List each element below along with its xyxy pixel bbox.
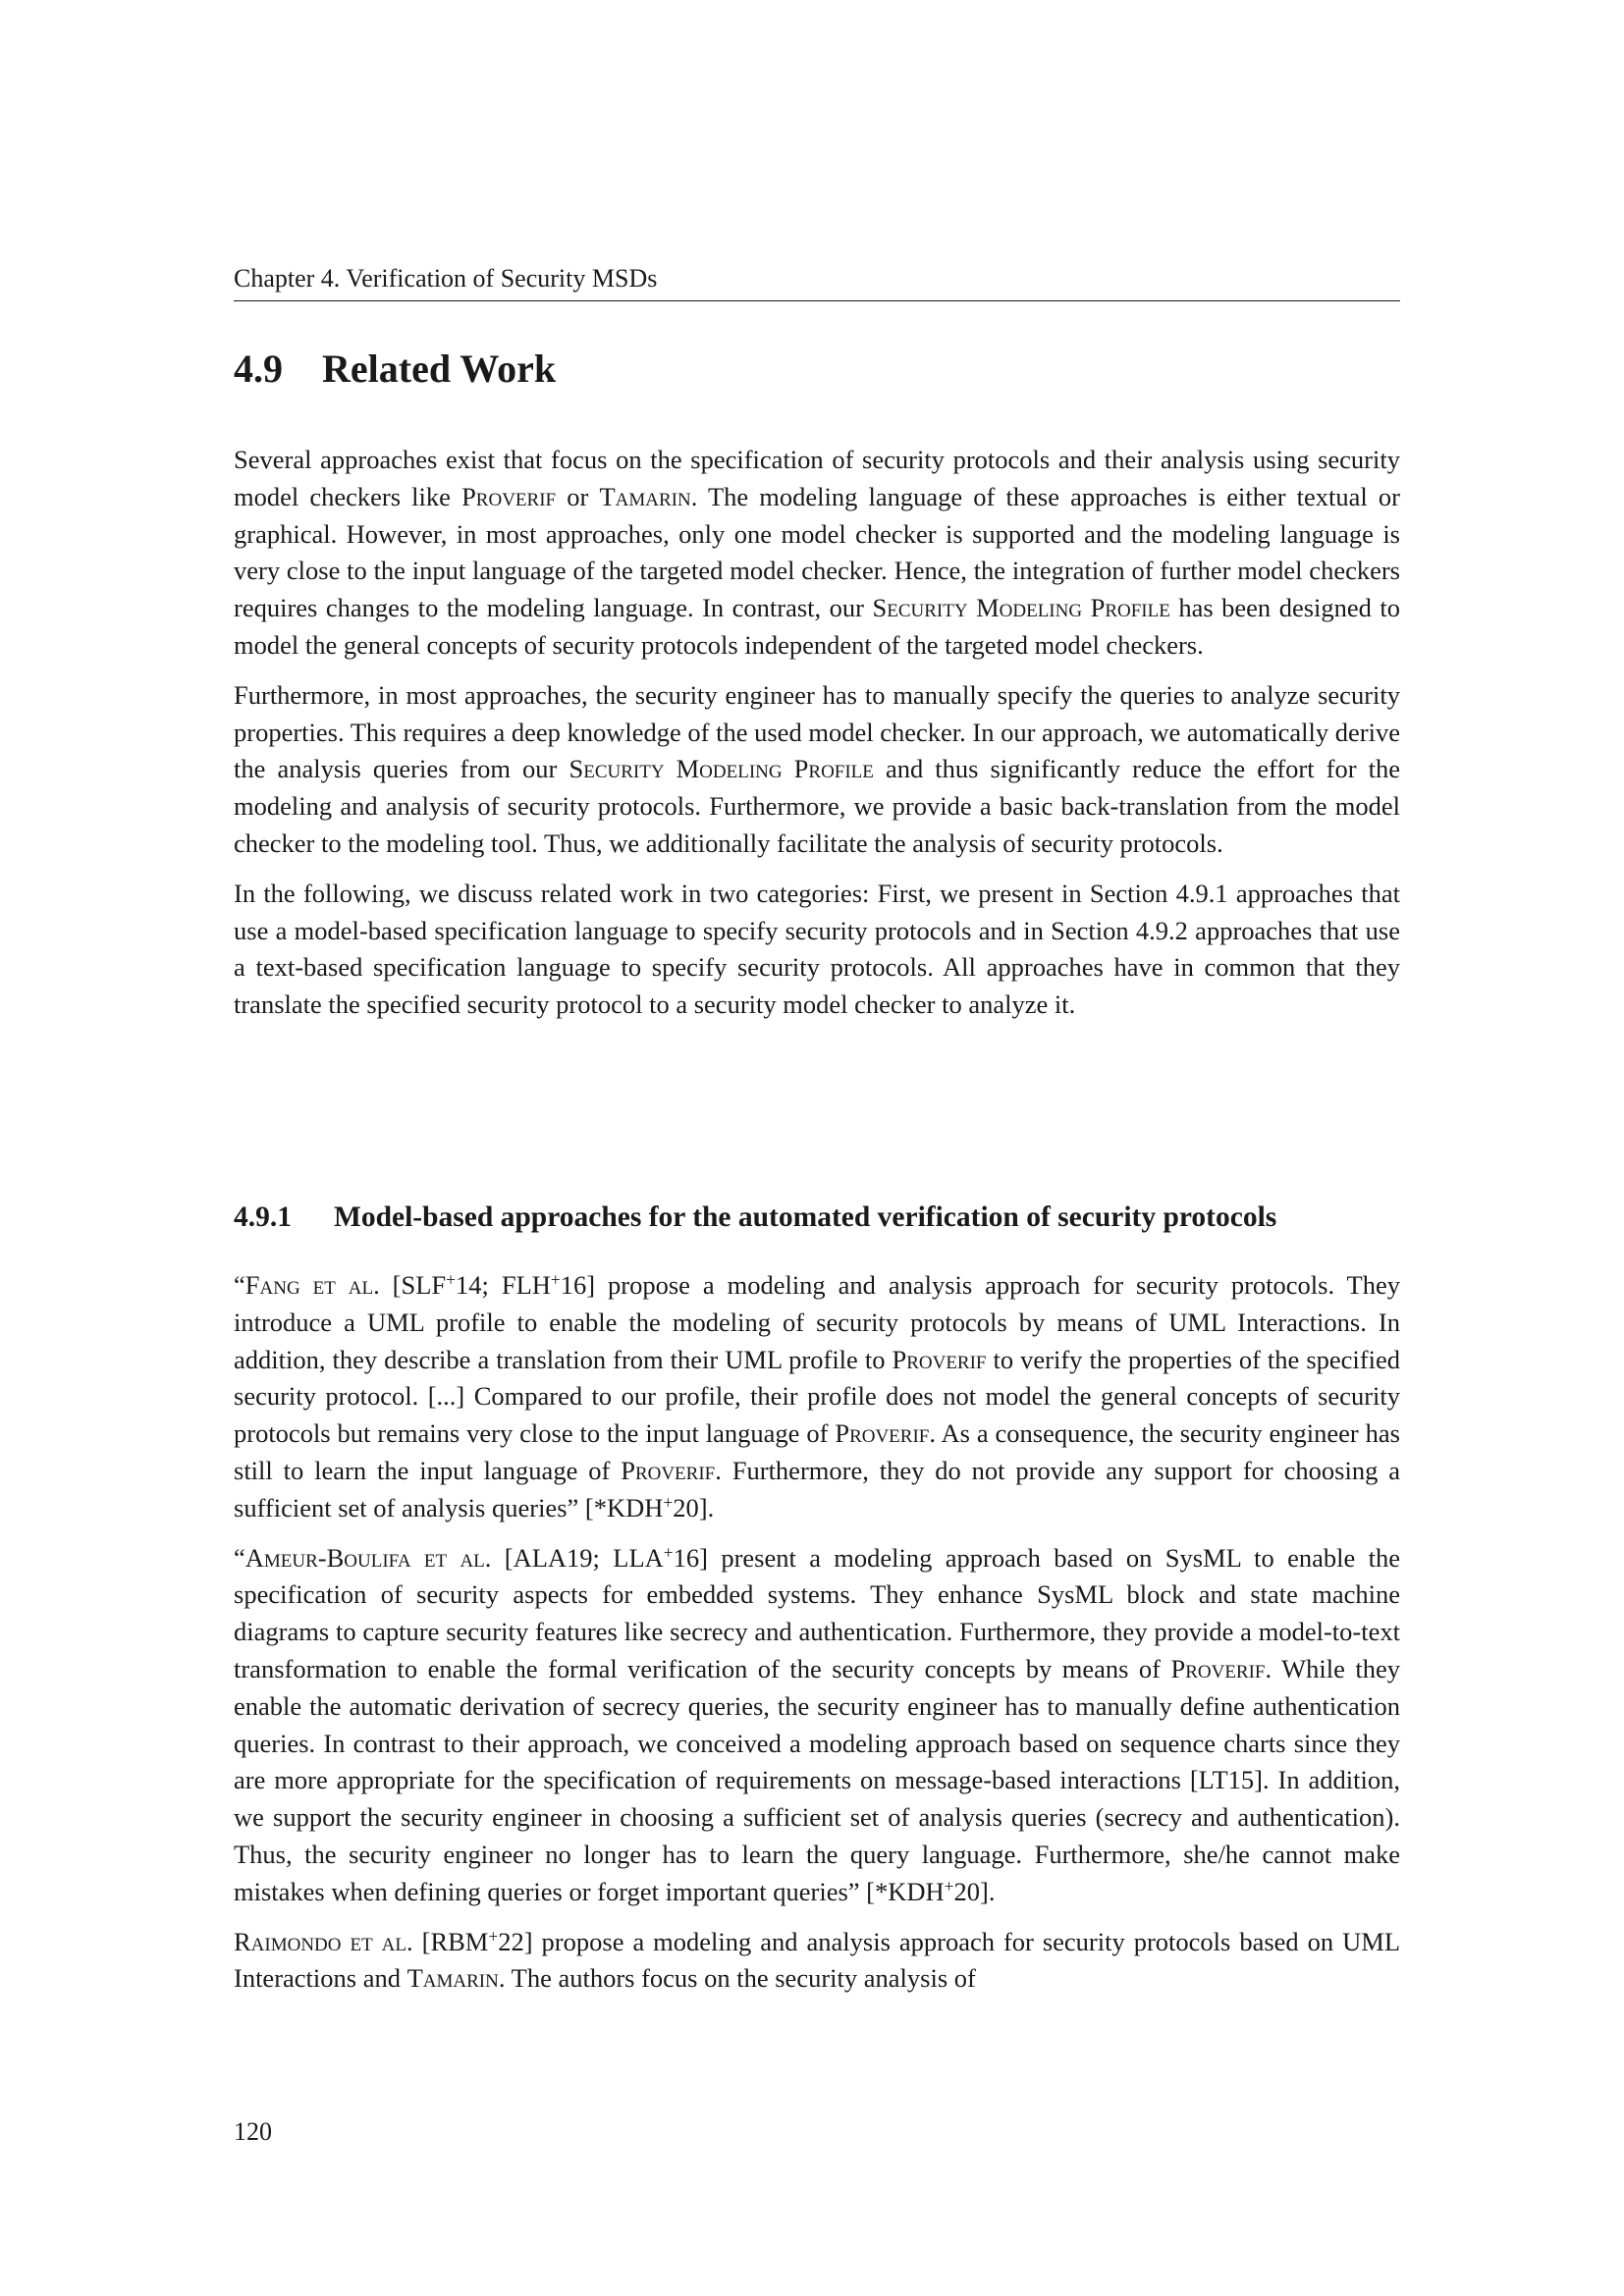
tool-name: Proverif (1170, 1653, 1266, 1683)
tool-name: Tamarin (599, 481, 691, 511)
section-number: 4.9 (234, 347, 283, 391)
subsection-text (234, 1267, 1400, 2010)
subsection-heading (234, 1200, 1400, 1235)
related-work-raimondo: Raimondo et al. [RBM+22] propose a modeling and analysis approach for security protocols based on UML Interactions and Tamarin. The authors focus on the security analysis of (234, 1925, 1401, 1994)
tool-name: Proverif (892, 1344, 987, 1374)
subsection-number: 4.9.1 (234, 1201, 292, 1233)
intro-paragraph-1: Several approaches exist that focus on the specification of security protocols and their analysis using security model checkers like Proverif or Tamarin. The modeling language of these approaches is either textual or graphical. However, in most approaches, only one model checker is supported and the modeling language is very close to the input language of the targeted model checker. Hence, the integration of further model checkers requires changes to the modeling language. In contrast, our Security Modeling Profile has been designed to model the general concepts of security protocols independent of the targeted model checkers. (234, 445, 1401, 660)
tool-name: Proverif (621, 1455, 716, 1485)
subsection-title: Model-based approaches for the automated verification of security protocols (334, 1201, 1277, 1233)
related-work-fang: “Fang et al. [SLF+14; FLH+16] propose a modeling and analysis approach for security protocols. They introduce a UML profile to enable the modeling of security protocols by means of UML Interactions. In addition, they describe a translation from their UML profile to Proverif to verify the properties of the specified security protocol. [...] Compared to our profile, their profile does not model the general concepts of security protocols but remains very close to the input language of Proverif. As a consequence, the security engineer has still to learn the input language of Proverif. Furthermore, they do not provide any support for choosing a sufficient set of analysis queries” [*KDH+20]. (234, 1269, 1400, 1522)
intro-paragraph-3: In the following, we discuss related work in two categories: First, we present in Section 4.9.1 approaches that use a model-based specification language to specify security protocols and in Section 4.9.2 approaches that use a text-based specification language to specify security protocols. All approaches have in common that they translate the specified security protocol to a security model checker to analyze it. (234, 878, 1400, 1020)
intro-paragraph-2: Furthermore, in most approaches, the security engineer has to manually specify the queries to analyze security properties. This requires a deep knowledge of the used model checker. In our approach, we automatically derive the analysis queries from our Security Modeling Profile and thus significantly reduce the effort for the modeling and analysis of security protocols. Furthermore, we provide a basic back-translation from the model checker to the modeling tool. Thus, we additionally facilitate the analysis of security protocols. (234, 679, 1400, 858)
author-name: Fang et al. (244, 1270, 380, 1300)
running-header-title: Chapter 4. Verification of Security MSDs (234, 264, 658, 293)
profile-name: Security Modeling Profile (872, 593, 1170, 623)
tool-name: Proverif (835, 1418, 930, 1449)
intro-text (234, 442, 1400, 1037)
page-number: 120 (234, 2117, 272, 2146)
tool-name: Proverif (461, 481, 557, 511)
author-name: Raimondo et al. (234, 1926, 413, 1956)
section-title: Related Work (322, 347, 557, 391)
profile-name: Security Modeling Profile (568, 754, 874, 784)
author-name: Ameur-Boulifa et al. (244, 1542, 492, 1573)
running-header (234, 263, 1400, 301)
section-heading (234, 346, 556, 393)
related-work-ameur-boulifa: “Ameur-Boulifa et al. [ALA19; LLA+16] present a modeling approach based on SysML to enable the specification of security aspects for embedded systems. They enhance SysML block and state machine diagrams to capture security features like secrecy and authentication. Furthermore, they provide a model-to-text transformation to enable the formal verification of the security concepts by means of Proverif. While they enable the automatic derivation of secrecy queries, the security engineer has to manually define authentication queries. In contrast to their approach, we conceived a modeling approach based on sequence charts since they are more appropriate for the specification of requirements on message-based interactions [LT15]. In addition, we support the security engineer in choosing a sufficient set of analysis queries (secrecy and authentication). Thus, the security engineer no longer has to learn the query language. Furthermore, she/he cannot make mistakes when defining queries or forget important queries” [*KDH+20]. (234, 1541, 1400, 1906)
tool-name: Tamarin (406, 1963, 499, 1994)
